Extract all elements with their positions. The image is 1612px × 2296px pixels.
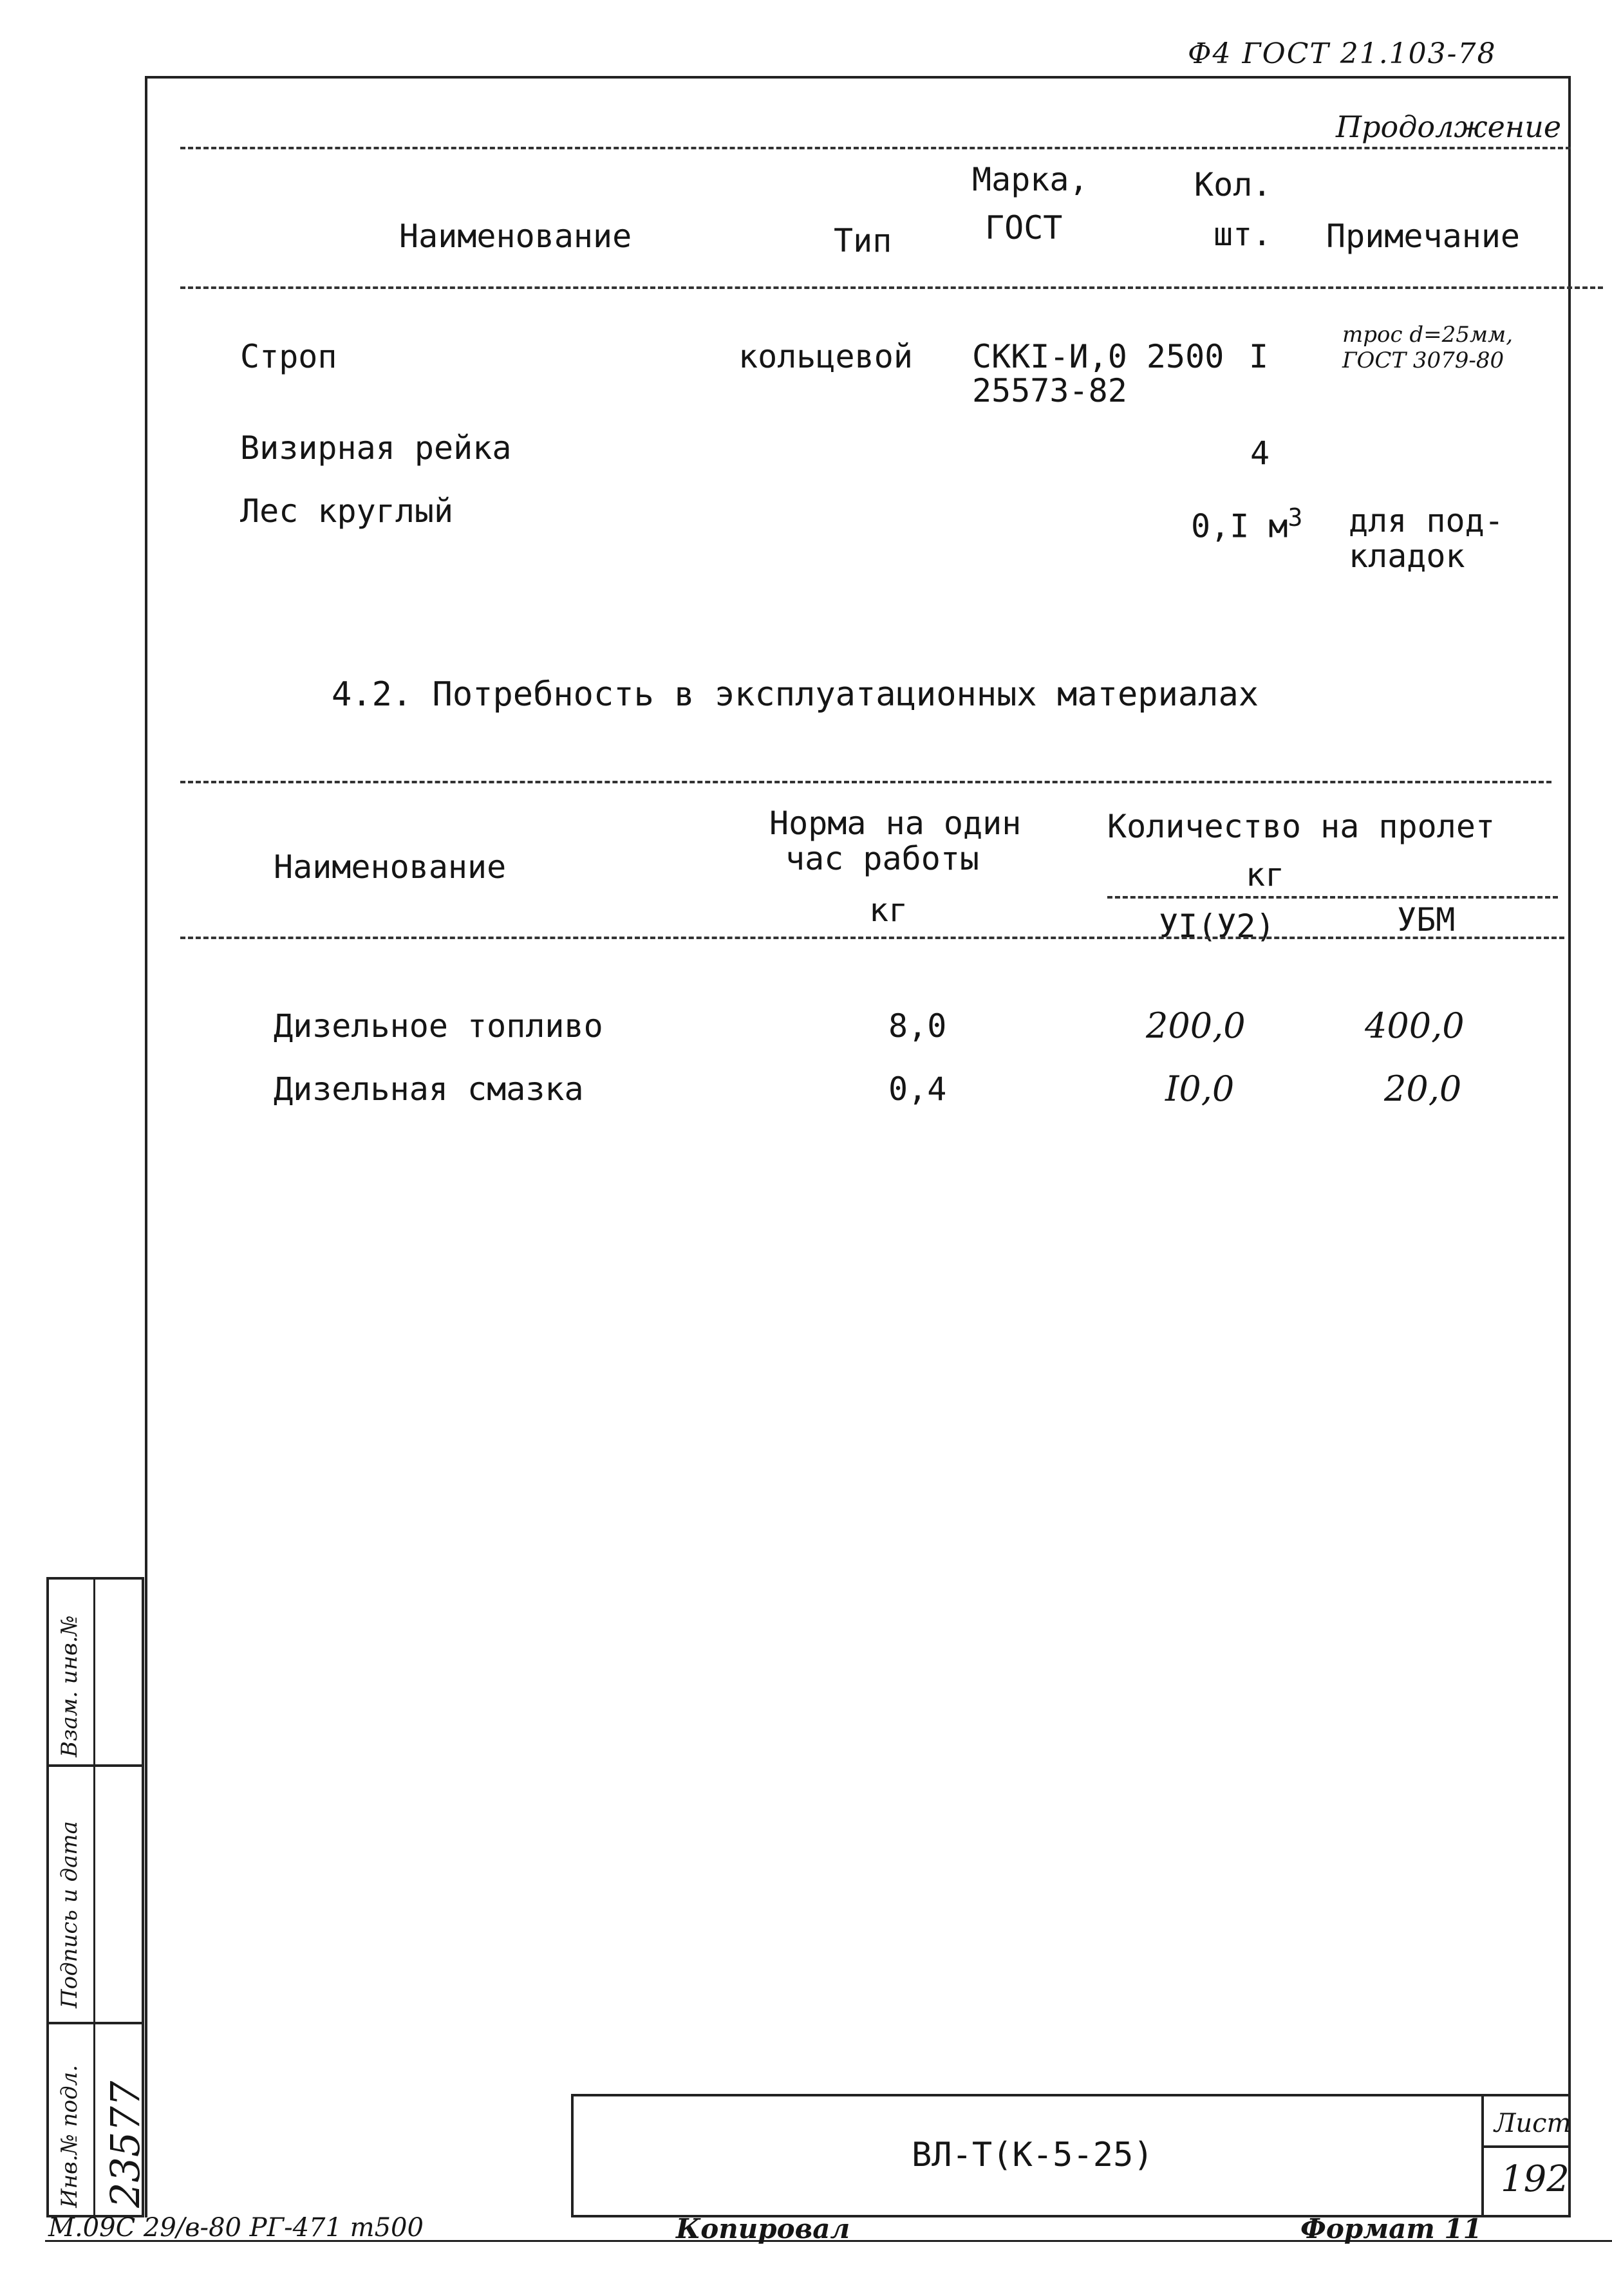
- table1-row1-qty: I: [1249, 338, 1269, 375]
- table2-header-qty-unit: кг: [1246, 856, 1285, 893]
- table1-row3-name: Лес круглый: [240, 492, 454, 530]
- side-sign-label: Подпись и дата: [57, 1821, 82, 2008]
- table1-header-pcs: шт.: [1214, 216, 1272, 253]
- title-block-sheet-divider: [1481, 2145, 1571, 2148]
- page-frame: [145, 76, 1571, 2217]
- title-block: [571, 2094, 1571, 2217]
- table2-header-qty-title: Количество на пролет: [1107, 808, 1495, 845]
- document-reference: Ф4 ГОСТ 21.103-78: [1188, 37, 1497, 70]
- table1-row1-note: трос d=25мм,: [1342, 322, 1514, 348]
- table1-row1-type: кольцевой: [738, 338, 913, 375]
- table2-header-norm-unit: кг: [869, 891, 908, 929]
- table1-row3-qty-exponent: 3: [1288, 503, 1303, 532]
- footer-print-info: М.09С 29/в-80 РГ-471 т500: [48, 2213, 424, 2243]
- table2-header-rule: [180, 937, 1564, 939]
- table2-row1-ubm: 400,0: [1365, 1005, 1465, 1046]
- table1-row3-note: для под-: [1349, 502, 1504, 539]
- title-block-sheet-number: 192: [1501, 2158, 1570, 2200]
- table2-row1-u: 200,0: [1146, 1005, 1246, 1046]
- table2-row1-name: Дизельное топливо: [274, 1007, 603, 1045]
- table1-row3-qty: [1191, 499, 1302, 545]
- table1-header-qty: Кол.: [1194, 166, 1272, 203]
- table2-row2-name: Дизельная смазка: [274, 1070, 584, 1108]
- table2-top-rule: [180, 781, 1551, 783]
- table1-row3-qty-value: 0,I м: [1191, 507, 1288, 545]
- table2-header-col-u: УI(У2): [1159, 908, 1275, 945]
- table1-row1-mark: СККI-И,0 2500: [972, 338, 1224, 375]
- table1-row2-qty: 4: [1250, 434, 1270, 472]
- table1-row1-note-gost: ГОСТ 3079-80: [1342, 348, 1504, 373]
- table1-row1-name: Строп: [240, 338, 337, 375]
- side-replace-label: Взам. инв.№: [57, 1615, 82, 1757]
- table2-header-norm: Норма на один: [769, 805, 1022, 842]
- table1-header-gost: ГОСТ: [985, 209, 1063, 247]
- footer-format: Формат 11: [1300, 2213, 1482, 2245]
- table2-subheader-rule: [1107, 896, 1558, 899]
- continuation-label: Продолжение: [1336, 109, 1562, 144]
- table1-row3-note-cont: кладок: [1349, 537, 1465, 575]
- table1-header-rule: [180, 286, 1603, 289]
- table1-header-type: Тип: [834, 222, 892, 259]
- title-block-code: ВЛ-Т(К-5-25): [912, 2136, 1154, 2174]
- side-inv-label: Инв.№ подл.: [57, 2065, 82, 2208]
- footer-copied: Копировал: [676, 2213, 850, 2245]
- title-block-sheet-label: Лист: [1494, 2109, 1571, 2138]
- table2-header-name: Наименование: [274, 848, 507, 886]
- table2-header-norm-hours: час работы: [785, 840, 980, 877]
- table1-row2-name: Визирная рейка: [240, 429, 512, 467]
- table2-row2-u: I0,0: [1165, 1069, 1235, 1109]
- table1-header-mark: Марка,: [972, 161, 1089, 198]
- table1-header-name: Наименование: [399, 218, 632, 255]
- side-inv-number: 23577: [102, 2080, 149, 2208]
- table2-row2-ubm: 20,0: [1384, 1069, 1462, 1109]
- table2-row1-norm: 8,0: [888, 1007, 947, 1045]
- table2-header-col-ubm: УБМ: [1397, 901, 1456, 938]
- section-title: 4.2. Потребность в эксплуатационных материалах: [332, 675, 1259, 714]
- side-divider: [93, 1577, 95, 2217]
- table1-top-rule: [180, 147, 1571, 149]
- title-block-divider: [1481, 2096, 1484, 2215]
- table1-row1-gost: 25573-82: [972, 372, 1127, 409]
- table1-header-note: Примечание: [1326, 218, 1521, 255]
- table2-row2-norm: 0,4: [888, 1070, 947, 1108]
